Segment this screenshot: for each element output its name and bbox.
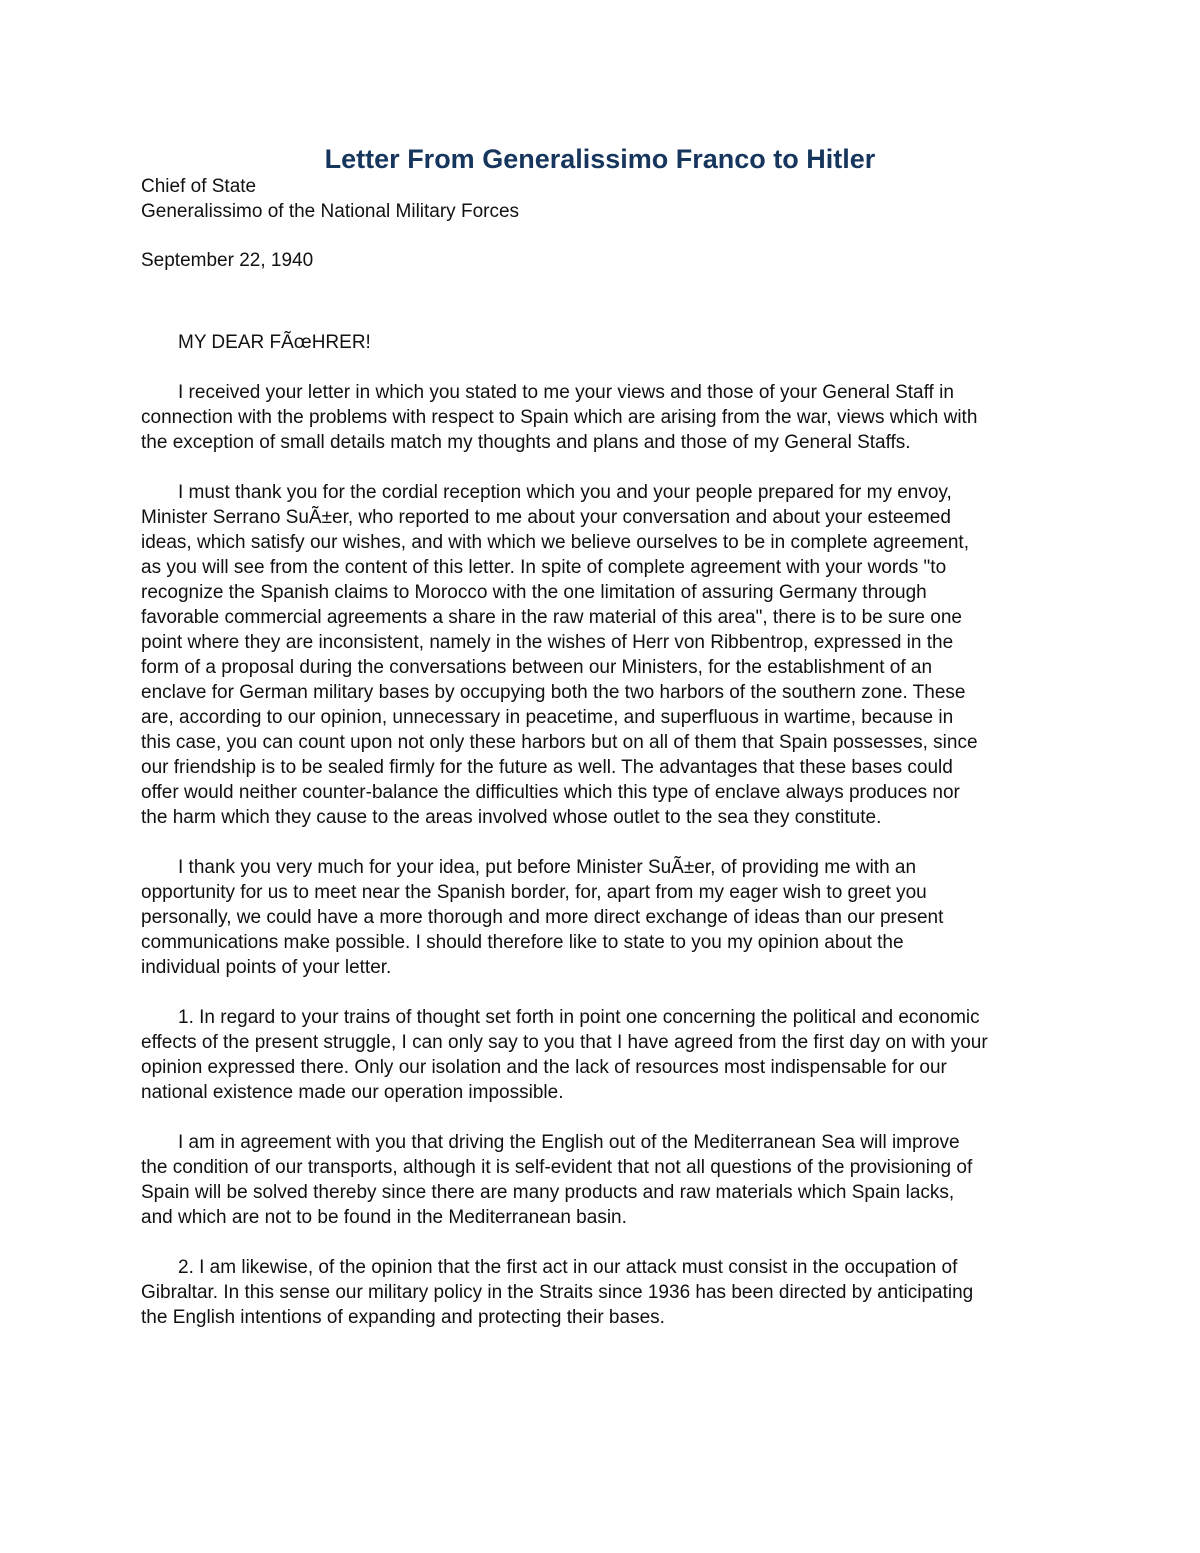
paragraph-line: this case, you can count upon not only these harbors but on all of them that Spain possesses, since — [141, 732, 978, 753]
paragraph-line: 1. In regard to your trains of thought set forth in point one concerning the political and economic — [178, 1007, 980, 1028]
paragraph-line: I must thank you for the cordial reception which you and your people prepared for my envoy, — [178, 482, 952, 503]
sender-line-2: Generalissimo of the National Military Forces — [141, 201, 520, 222]
paragraph-line: Minister Serrano SuÃ±er, who reported to me about your conversation and about your esteemed — [141, 507, 951, 528]
paragraph-line: offer would neither counter-balance the difficulties which this type of enclave always produces nor — [141, 782, 960, 803]
paragraph-line: connection with the problems with respect to Spain which are arising from the war, views which with — [141, 407, 978, 428]
paragraph-line: 2. I am likewise, of the opinion that the first act in our attack must consist in the occupation of — [178, 1257, 958, 1278]
paragraph-line: recognize the Spanish claims to Morocco with the one limitation of assuring Germany through — [141, 582, 927, 603]
paragraph-line: I am in agreement with you that driving the English out of the Mediterranean Sea will improve — [178, 1132, 960, 1153]
paragraph-line: individual points of your letter. — [141, 957, 392, 978]
paragraph-line: I thank you very much for your idea, put before Minister SuÃ±er, of providing me with an — [178, 857, 917, 878]
document-title: Letter From Generalissimo Franco to Hitler — [324, 144, 876, 174]
paragraph-line: are, according to our opinion, unnecessary in peacetime, and superfluous in wartime, because in — [141, 707, 954, 728]
paragraph-6 — [141, 1255, 1066, 1330]
paragraph-line: the English intentions of expanding and protecting their bases. — [141, 1307, 665, 1328]
paragraph-line: our friendship is to be sealed firmly for the future as well. The advantages that these bases could — [141, 757, 953, 778]
paragraph-line: point where they are inconsistent, namely in the wishes of Herr von Ribbentrop, expressed in the — [141, 632, 954, 653]
paragraph-line: I received your letter in which you stated to me your views and those of your General Staff in — [178, 382, 954, 403]
paragraph-line: effects of the present struggle, I can only say to you that I have agreed from the first day on with your — [141, 1032, 988, 1053]
paragraph-line: as you will see from the content of this letter. In spite of complete agreement with your words "to — [141, 557, 947, 578]
paragraph-line: the exception of small details match my thoughts and plans and those of my General Staffs. — [141, 432, 911, 453]
paragraph-line: communications make possible. I should therefore like to state to you my opinion about the — [141, 932, 904, 953]
paragraph-1 — [141, 380, 1066, 455]
salutation: MY DEAR FÃœHRER! — [178, 332, 371, 353]
paragraph-4 — [141, 1005, 1066, 1105]
paragraph-line: opportunity for us to meet near the Spanish border, for, apart from my eager wish to greet you — [141, 882, 927, 903]
letter-date: September 22, 1940 — [141, 250, 314, 271]
paragraph-2 — [141, 480, 1066, 830]
paragraph-line: the condition of our transports, although it is self-evident that not all questions of the provisioning of — [141, 1157, 973, 1178]
letter-body — [141, 174, 1066, 1330]
paragraph-line: favorable commercial agreements a share in the raw material of this area", there is to be sure one — [141, 607, 962, 628]
paragraph-line: form of a proposal during the conversations between our Ministers, for the establishment of an — [141, 657, 933, 678]
paragraph-line: personally, we could have a more thorough and more direct exchange of ideas than our present — [141, 907, 944, 928]
paragraph-3 — [141, 855, 1066, 980]
paragraph-line: national existence made our operation impossible. — [141, 1082, 564, 1103]
paragraph-line: Spain will be solved thereby since there are many products and raw materials which Spain lacks, — [141, 1182, 955, 1203]
paragraph-line: the harm which they cause to the areas involved whose outlet to the sea they constitute. — [141, 807, 882, 828]
sender-line-1: Chief of State — [141, 176, 257, 197]
paragraph-line: and which are not to be found in the Mediterranean basin. — [141, 1207, 627, 1228]
paragraph-line: ideas, which satisfy our wishes, and with which we believe ourselves to be in complete agreement, — [141, 532, 969, 553]
paragraph-line: opinion expressed there. Only our isolation and the lack of resources most indispensable for our — [141, 1057, 947, 1078]
paragraph-line: Gibraltar. In this sense our military policy in the Straits since 1936 has been directed by anticipating — [141, 1282, 974, 1303]
paragraph-line: enclave for German military bases by occupying both the two harbors of the southern zone. These — [141, 682, 966, 703]
paragraph-5 — [141, 1130, 1066, 1230]
